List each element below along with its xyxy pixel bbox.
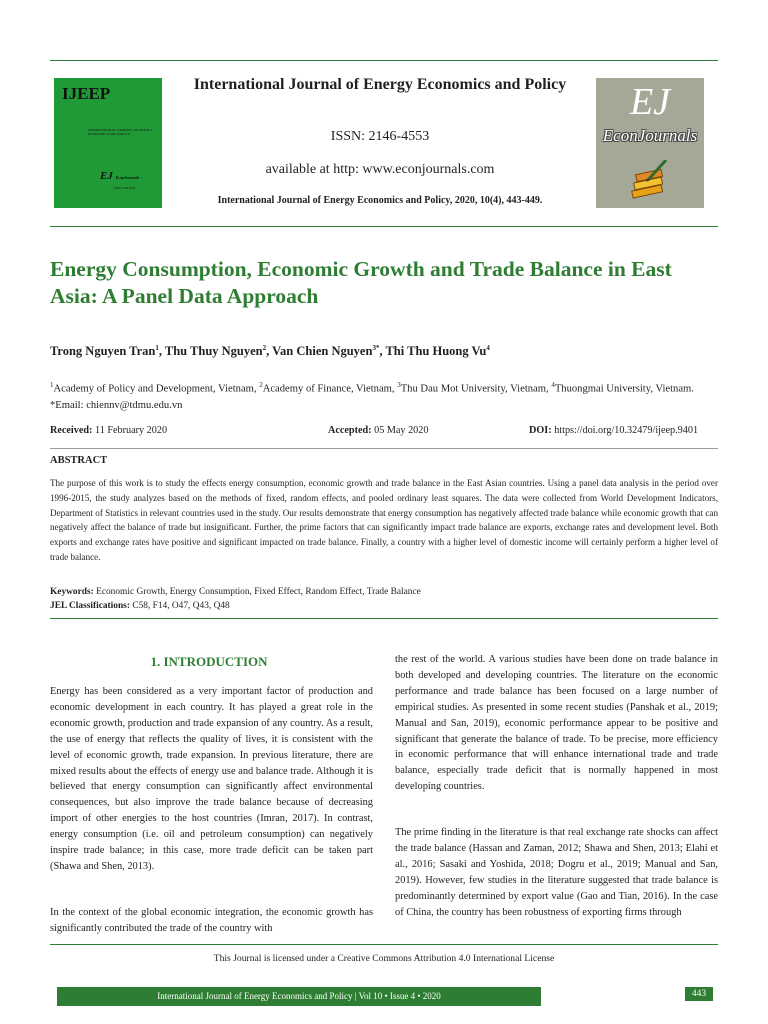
paragraph: Energy has been considered as a very important factor of production and economic development in each country. It has played a great role in the economic growth, production and trade expansion of any country. As a result, the use of energy that reflects the quality of lives, it is consistent with the level of economic growth, trade expansion. In previous literature, there are mixed results about the effects of energy use and balance trade. Although it is believed that energy consumption can significantly affect environmental consequences, but also improve the trade balance because of decreasing import of other energies to the host countries (Imran, 2017). In contrast, energy consumption (i.e. oil and petroleum consumption) can negatively inspire trade balance; in this case, more trade deficit can be taken part (Shawa and Shen, 2013).: [50, 686, 373, 872]
header-bottom-rule: [50, 226, 718, 227]
section-heading-introduction: 1. INTRODUCTION: [150, 654, 268, 669]
journal-url[interactable]: available at http: www.econjournals.com: [265, 162, 495, 177]
ej-monogram: EJ: [629, 81, 671, 123]
body-top-rule: [50, 618, 718, 619]
keywords-block: [50, 585, 718, 613]
journal-cover-image: [54, 78, 162, 208]
footer-journal-bar: International Journal of Energy Economics and Policy | Vol 10 • Issue 4 • 2020: [57, 987, 541, 1006]
journal-title: International Journal of Energy Economics and Policy: [193, 76, 567, 93]
keywords: Keywords: Economic Growth, Energy Consumption, Fixed Effect, Random Effect, Trade Balance: [50, 587, 421, 597]
paragraph: In the context of the global economic integration, the economic growth has significantly contributed the trade of the country with: [50, 907, 373, 934]
article-title: Energy Consumption, Economic Growth and Trade Balance in East Asia: A Panel Data Approach: [50, 257, 672, 308]
abstract-text: The purpose of this work is to study the effects energy consumption, economic growth and trade balance in the East Asian countries. Using a panel data analysis in the period over 1996-2015, the study analyzes based on the methods of fixed, random effects, and pooled ordinary least squares. The data were collected from World Development Indicators, Department of Statistics in relevant countries used in the study. Our results demonstrate that energy consumption has negatively affected trade balance while economic growth that can negatively affect the balance of trade but insignificant. Further, the prime factors that can significantly impact trade balance are exports, exchange rates and development level. Both exports and exchange rates have positive and significant impacted on trade balance. Finally, a country with a higher level of domestic income will certainly perform a higher level of trade balance.: [50, 478, 718, 562]
paragraph: The prime finding in the literature is that real exchange rate shocks can affect the trade balance (Hassan and Zaman, 2012; Shawa and Shen, 2013; Elahi et al., 2016; Sasaki and Yoshida, 2018; Dogru et al., 2019; Manual and San, 2019). However, few studies in the literature suggested that trade balance is predominantly determined by export value (Gao and Tian, 2016). In the case of China, the country has been robustness of exporting firms through: [395, 827, 718, 918]
jel-classifications: JEL Classifications: C58, F14, O47, Q43, Q48: [50, 601, 230, 611]
page-number: 443: [685, 987, 713, 1001]
books-pencil-icon: [630, 160, 670, 202]
abstract-heading: ABSTRACT: [50, 455, 108, 466]
ej-wordmark: EconJournals: [602, 126, 698, 145]
affiliations: $^1$Academy of Policy and Development, Vietnam, $^2$Academy of Finance, Vietnam, $^3$Thu Dau Mot University, Vietnam, $^4$Thuongmai University, Vietnam. *Email: chiennv@tdmu.edu.vn: [50, 381, 694, 411]
header-top-rule: [50, 60, 718, 61]
license-notice: This Journal is licensed under a Creative Commons Attribution 4.0 International License: [213, 953, 555, 964]
cover-logo: EJ EconJournals: [100, 170, 140, 182]
received-date: Received: 11 February 2020: [50, 425, 168, 436]
author-name: Thi Thu Huong Vu: [385, 344, 487, 359]
author-name: Thu Thuy Nguyen: [164, 344, 263, 359]
cover-title: IJEEP: [62, 84, 111, 103]
accepted-date: Accepted: 05 May 2020: [328, 425, 429, 436]
footer-rule: [50, 944, 718, 945]
econjournals-logo: [596, 78, 704, 208]
author-list: Trong Nguyen Tran$^1$, Thu Thuy Nguyen$^2$, Van Chien Nguyen$^{3*}$, Thi Thu Huong Vu$^4$: [50, 344, 490, 359]
paragraph: the rest of the world. A various studies have been done on trade balance in both developed and developing countries. The literature on the economic performance and trade balance has been focused on a large number of empirical studies. As presented in some recent studies (Panshak et al., 2019; Manual and San, 2019), economic performance appear to be positive and significant that generate the balance of trade. To be precise, more efficiency in economic performance that will enhance international trade and trade balance, especially trade deficit that is normally happened in most developing countries.: [395, 654, 718, 793]
author-name: Trong Nguyen Tran: [50, 344, 156, 359]
cover-issn: ISSN: 2146-4553: [114, 186, 136, 190]
doi[interactable]: DOI: https://doi.org/10.32479/ijeep.9401: [529, 425, 699, 436]
cover-subtitle: INTERNATIONAL JOURNAL OF ENERGY ECONOMICS AND POLICY: [88, 128, 153, 136]
journal-citation: International Journal of Energy Economics and Policy, 2020, 10(4), 443-449.: [217, 195, 543, 206]
author-name: Van Chien Nguyen: [272, 344, 373, 359]
abstract-top-rule: [50, 448, 718, 449]
journal-issn: ISSN: 2146-4553: [330, 129, 430, 144]
